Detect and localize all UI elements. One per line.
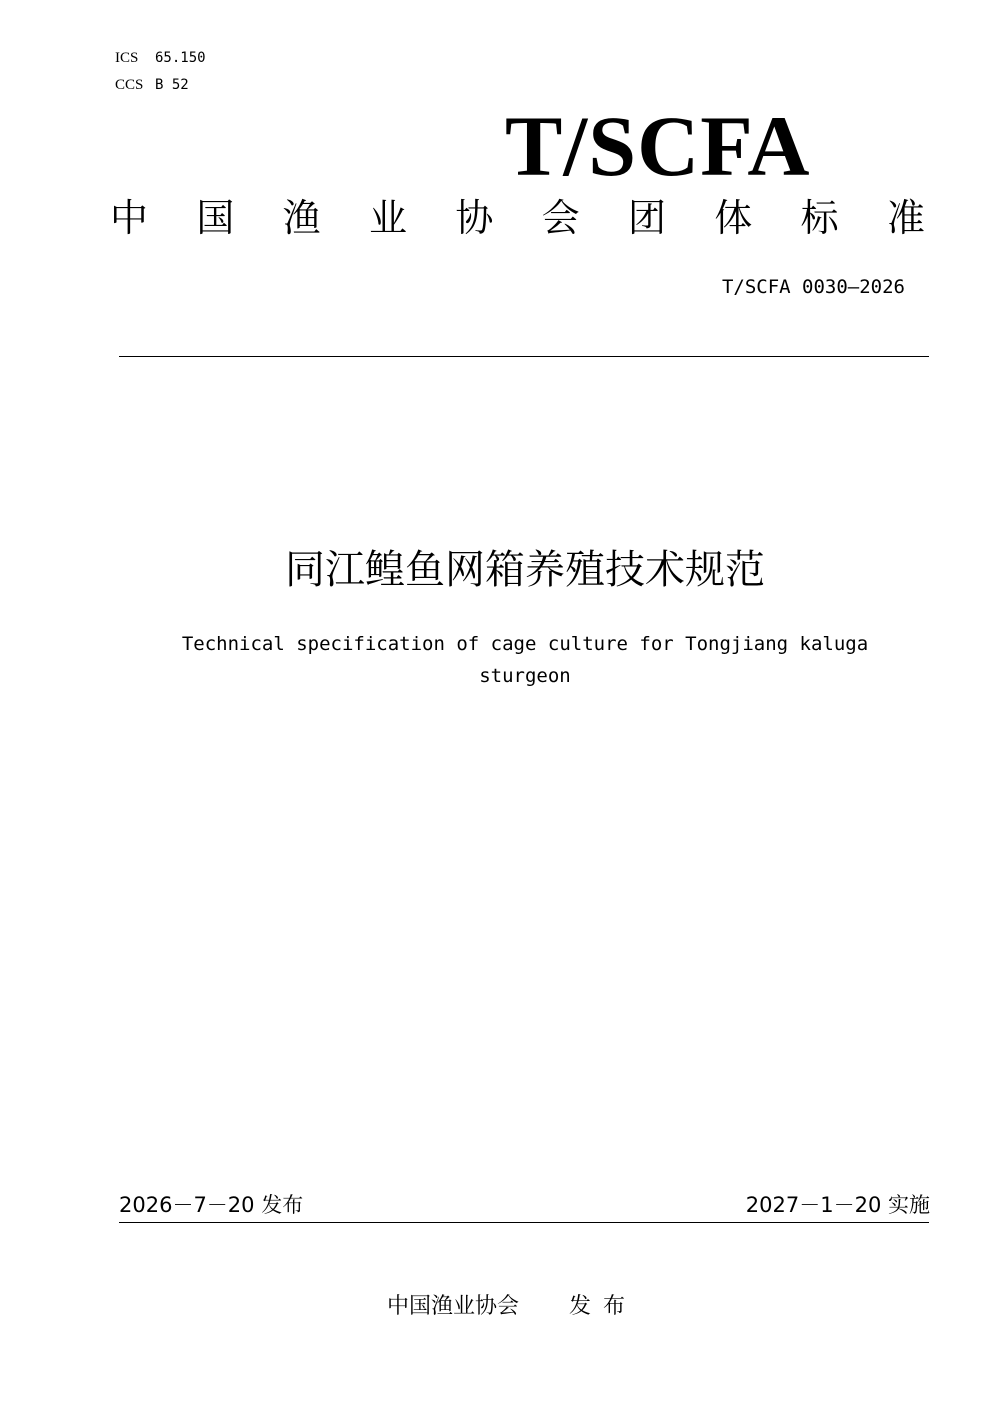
org-heading-char: 准 [886, 196, 925, 240]
org-heading-char: 标 [800, 196, 839, 240]
ccs-label: CCS [115, 77, 144, 93]
org-heading-char: 中 [110, 196, 149, 240]
title-english-line-1: Technical specification of cage culture for Tongjiang kaluga [181, 633, 869, 655]
title-chinese: 同江鳇鱼网箱养殖技术规范 [285, 547, 765, 593]
publish-date: 2026－7－20 发布 [119, 1193, 304, 1217]
ccs-value: B 52 [155, 77, 189, 93]
ics-value: 65.150 [155, 50, 206, 66]
org-heading-char: 协 [455, 196, 494, 240]
ics-line [115, 48, 206, 67]
org-heading-char: 渔 [282, 196, 321, 240]
org-heading-char: 国 [196, 196, 235, 240]
org-heading-char: 业 [368, 196, 407, 240]
ccs-line [115, 75, 189, 94]
org-heading [110, 192, 925, 244]
org-heading-char: 会 [541, 196, 580, 240]
title-english [160, 628, 890, 692]
publisher-line [0, 1292, 1000, 1322]
org-heading-char: 团 [627, 196, 666, 240]
publisher-action: 发布 [569, 1294, 638, 1319]
document-number: T/SCFA 0030—2026 [721, 276, 905, 298]
footer-divider [119, 1222, 929, 1223]
org-heading-char: 体 [714, 196, 753, 240]
implement-date: 2027－1－20 实施 [745, 1193, 930, 1217]
header-divider [119, 356, 929, 357]
publisher-name: 中国渔业协会 [386, 1294, 519, 1319]
title-english-line-2: sturgeon [479, 665, 571, 687]
standard-code: T/SCFA [505, 98, 811, 194]
ics-label: ICS [115, 50, 139, 66]
